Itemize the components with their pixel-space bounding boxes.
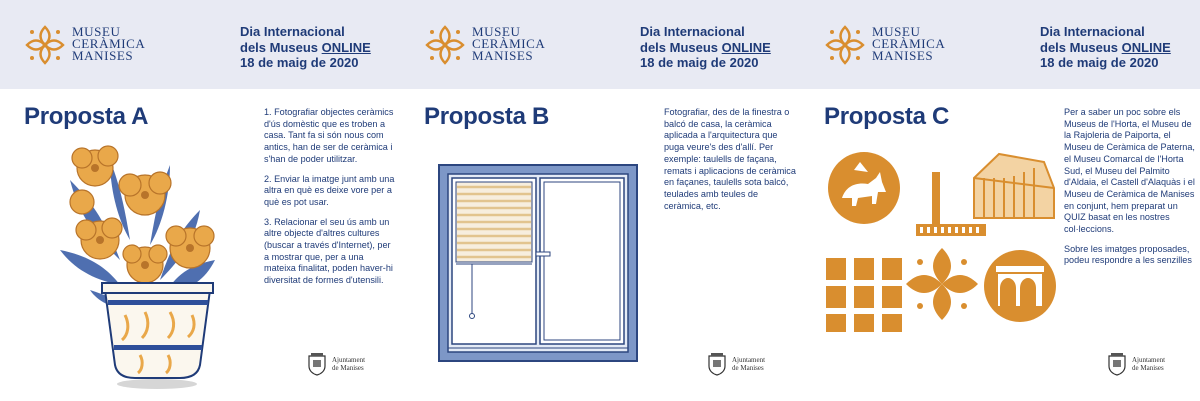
event-line: dels Museus <box>240 39 322 55</box>
museum-name-line: MANISES <box>72 48 134 63</box>
museum-name <box>72 26 145 62</box>
window-illustration <box>438 164 638 364</box>
architecture-blocks-icon <box>826 258 902 332</box>
proposal-title: Proposta C <box>824 103 950 130</box>
coat-of-arms-icon <box>1106 352 1128 376</box>
museum-name-line: CERÀMICA <box>72 36 146 51</box>
museum-name <box>872 26 945 62</box>
proposal-text <box>1064 107 1196 275</box>
flower-pot-illustration <box>50 140 225 390</box>
ajuntament-line: Ajuntament <box>1132 356 1166 364</box>
panel-proposta-a <box>0 0 400 401</box>
event-online: ONLINE <box>321 39 371 55</box>
coat-of-arms-icon <box>306 352 328 376</box>
event-online: ONLINE <box>1121 39 1171 55</box>
museum-name-line: MUSEU <box>872 24 921 39</box>
event-line: dels Museus <box>640 39 722 55</box>
panel-header <box>0 0 400 89</box>
museum-name-line: MUSEU <box>472 24 521 39</box>
proposal-title: Proposta B <box>424 103 550 130</box>
event-line: Dia Internacional <box>1040 24 1145 39</box>
ajuntament-line: de Manises <box>1132 364 1164 372</box>
event-online: ONLINE <box>721 39 771 55</box>
aqueduct-medallion-icon <box>984 250 1056 322</box>
barn-building-icon <box>974 154 1054 218</box>
museum-flower-logo-icon <box>424 24 466 66</box>
ajuntament-line: de Manises <box>332 364 364 372</box>
event-line: Dia Internacional <box>240 24 345 39</box>
museum-name <box>472 26 545 62</box>
coat-of-arms-icon <box>706 352 728 376</box>
proposal-paragraph: Sobre les imatges proposades, podeu respondre a les senzilles <box>1064 243 1192 266</box>
ajuntament-logo <box>1106 352 1165 376</box>
proposal-paragraph: Fotografiar, des de la finestra o balcó de casa, la ceràmica aplicada a l'arquitectura que puga veure's des d'allí. Per exemple: taulells de façana, remats i aplicacions de ceràmica en façanes, taulells sota balcó, teulades amb teules de ceràmica, etc. <box>664 107 796 211</box>
ajuntament-line: Ajuntament <box>332 356 366 364</box>
animal-medallion-icon <box>828 152 900 224</box>
proposal-paragraph: Per a saber un poc sobre els Museus de l'Horta, el Museu de la Rajoleria de Paiporta, el Museu de Ceràmica de Paterna, el Museu Comarcal de l'Horta Sud, el Museu del Palmito d'Aldaia, el Castell d'Alaquàs i el Museu de Ceràmica de Manises en conjunt, hem preparat un QUIZ basat en les nostres col·leccions. <box>1064 107 1195 235</box>
proposal-paragraph: 3. Relacionar el seu ús amb un altre objecte d'altres cultures (buscar a través d'Internet), per a mostrar que, per a una mateixa finalitat, poden haver-hi diversitat de formes d'utensili. <box>264 216 393 286</box>
panel-header <box>400 0 800 89</box>
event-title <box>1040 24 1190 71</box>
event-date: 18 de maig de 2020 <box>640 55 759 70</box>
event-date: 18 de maig de 2020 <box>240 55 359 70</box>
proposal-title: Proposta A <box>24 103 149 130</box>
museum-name-line: MUSEU <box>72 24 121 39</box>
ajuntament-line: Ajuntament <box>732 356 766 364</box>
event-line: Dia Internacional <box>640 24 745 39</box>
ajuntament-logo <box>706 352 765 376</box>
museum-name-line: MANISES <box>472 48 534 63</box>
event-line: dels Museus <box>1040 39 1122 55</box>
event-title <box>640 24 790 71</box>
panel-proposta-c <box>800 0 1200 401</box>
museum-flower-logo-icon <box>824 24 866 66</box>
museum-flower-logo-icon <box>24 24 66 66</box>
panel-header <box>800 0 1200 89</box>
proposal-paragraph: 2. Enviar la imatge junt amb una altra en què es deixe vore per a què es pot usar. <box>264 173 395 207</box>
ajuntament-line: de Manises <box>732 364 764 372</box>
museum-name-line: CERÀMICA <box>872 36 946 51</box>
proposal-text <box>664 107 796 220</box>
museum-name-line: CERÀMICA <box>472 36 546 51</box>
ajuntament-logo <box>306 352 365 376</box>
event-date: 18 de maig de 2020 <box>1040 55 1159 70</box>
event-title <box>240 24 390 71</box>
flower-ornament-icon <box>906 248 978 320</box>
proposal-text <box>264 107 396 295</box>
panel-proposta-b <box>400 0 800 401</box>
proposal-paragraph: 1. Fotografiar objectes ceràmics d'ús domèstic que es troben a casa. Tant fa si són nous com antics, han de ser de ceràmica i s'han de poder utilitzar. <box>264 107 394 164</box>
museum-name-line: MANISES <box>872 48 934 63</box>
museum-icons-grid <box>824 148 1060 334</box>
